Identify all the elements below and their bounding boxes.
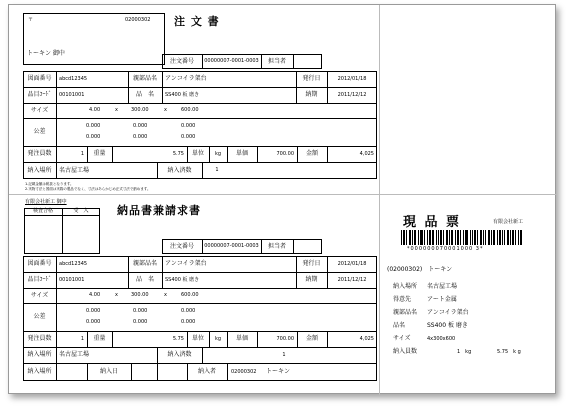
barcode-bar: [480, 230, 481, 245]
barcode-bar: [518, 230, 519, 245]
postal-mark: 〒: [28, 17, 34, 23]
weight-label: 重量: [93, 335, 106, 342]
due-date: 2011/12/12: [337, 276, 367, 283]
tolerance-value: 0.000: [133, 308, 148, 314]
item-code-label: 品目ｺｰﾄﾞ: [27, 91, 52, 98]
note-line: 2.実物寸法と図面は実際の製品でなく、寸法はあらかじめ正式寸法で納めます。: [25, 187, 151, 191]
barcode-bar: [443, 230, 444, 245]
deliverer-label: 納入者: [197, 368, 216, 375]
barcode-bar: [406, 230, 407, 245]
ticket-qty: 1 kg: [457, 349, 472, 355]
size-separator: x: [115, 292, 118, 298]
ticket-item-label: 品名: [393, 322, 406, 329]
barcode-bar: [463, 230, 464, 245]
tolerance-value: 0.000: [86, 319, 101, 325]
deliverer-code: 02000302: [231, 369, 257, 375]
barcode-bar: [515, 230, 516, 245]
barcode-bar: [489, 230, 490, 245]
barcode-bar: [409, 230, 410, 245]
barcode-bar: [466, 230, 467, 245]
amount: 4,025: [359, 150, 374, 157]
barcode-bar: [438, 230, 439, 245]
ticket-size: 4x300x600: [427, 336, 456, 342]
unit-price: 700.00: [276, 150, 294, 157]
barcode-bar: [414, 230, 415, 245]
barcode-text: *000000070001000 3*: [407, 246, 484, 252]
ticket-dest: アート金属: [427, 296, 457, 303]
ticket-item: SS400 板 磨き: [427, 322, 468, 329]
barcode-bar: [440, 230, 441, 245]
ticket-title: 現 品 票: [403, 215, 462, 230]
delivery-date-label: 納入日: [99, 368, 118, 375]
barcode-bar: [470, 230, 471, 245]
barcode-bar: [452, 230, 453, 245]
issue-date: 2012/01/18: [337, 75, 367, 82]
amount: 4,025: [359, 335, 374, 342]
unit-label: 単位: [191, 335, 204, 342]
barcode-bar: [460, 230, 461, 245]
barcode-bar: [507, 230, 508, 245]
ticket-company: 有限会社新工: [493, 219, 524, 225]
delivered-qty-label: 納入済数: [167, 166, 192, 174]
note-line: 1.記載金額は税抜となります。: [25, 182, 74, 186]
size-label: サイズ: [30, 106, 49, 114]
order-qty-label: 発注員数: [27, 335, 52, 342]
unit-price-label: 単価: [235, 150, 248, 157]
barcode-bar: [491, 230, 492, 245]
delivered-qty: 1: [282, 351, 286, 358]
unit-label: 単位: [191, 150, 204, 157]
tolerance-value: 0.000: [86, 134, 101, 140]
barcode-bar: [427, 230, 428, 245]
barcode-bar: [404, 230, 405, 245]
barcode-bar: [412, 230, 413, 245]
barcode-bar: [502, 230, 503, 245]
drawing-number: abcd12345: [59, 260, 88, 267]
ticket-size-label: サイズ: [393, 335, 411, 342]
due-date-label: 納期: [305, 276, 318, 283]
parent-part-name: アンコイラ架台: [165, 260, 207, 267]
invoice-company: 有限会社新工 御中: [25, 199, 67, 205]
barcode-bar: [432, 230, 433, 245]
barcode-bar: [458, 230, 459, 245]
barcode-bar: [483, 230, 484, 245]
tolerance-value: 0.000: [181, 319, 196, 325]
barcode-bar: [447, 230, 448, 245]
customer-name: トーキン 御中: [27, 50, 65, 57]
delivered-qty-label: 納入済数: [167, 351, 192, 358]
barcode-bar: [410, 230, 411, 245]
order-title: 注 文 書: [174, 15, 220, 28]
order-qty-label: 発注員数: [27, 150, 52, 157]
size-width: 4.00: [89, 292, 101, 298]
ticket-part-label: 親部品名: [393, 309, 418, 316]
due-date-label: 納期: [305, 91, 318, 98]
size-separator: x: [164, 107, 167, 113]
parent-part-label: 親部品名: [132, 75, 157, 82]
issue-date: 2012/01/18: [337, 260, 367, 267]
size-label: サイズ: [30, 291, 49, 299]
tolerance-value: 0.000: [133, 319, 148, 325]
barcode-bar: [421, 230, 422, 245]
barcode-bar: [429, 230, 430, 245]
order-number-label: 注文番号: [169, 242, 194, 250]
parent-part-name: アンコイラ架台: [165, 75, 207, 82]
delivery-place: 名古屋工場: [59, 351, 90, 358]
ticket-part: アンコイラ架台: [427, 309, 469, 316]
item-name-label: 品 名: [135, 91, 154, 98]
barcode-bar: [467, 230, 468, 245]
barcode-bar: [510, 230, 511, 245]
receipt-label: 受 入: [73, 208, 89, 214]
item-code-label: 品目ｺｰﾄﾞ: [27, 276, 52, 283]
tolerance-value: 0.000: [133, 134, 148, 140]
unit: kg: [214, 150, 222, 157]
barcode-bar: [481, 230, 482, 245]
barcode-bar: [500, 230, 501, 245]
person-label: 担当者: [267, 242, 286, 250]
issue-date-label: 発行日: [302, 260, 321, 267]
document-sheet: [8, 4, 556, 394]
parent-part-label: 親部品名: [132, 260, 157, 267]
amount-label: 金額: [305, 150, 318, 157]
delivery-place-label: 納入場所: [27, 368, 52, 375]
delivery-place-label: 納入場所: [27, 351, 52, 358]
barcode-bar: [457, 230, 458, 245]
delivery-place-label: 納入場所: [27, 166, 52, 174]
size-separator: x: [164, 292, 167, 298]
order-number: 00000007-0001-0003: [204, 58, 259, 64]
barcode-bar: [512, 230, 513, 245]
size-width: 4.00: [89, 107, 101, 113]
size-length: 300.00: [131, 107, 149, 113]
order-qty: 1: [80, 335, 84, 342]
barcode-bar: [424, 230, 425, 245]
barcode-bar: [451, 230, 452, 245]
barcode-bar: [474, 230, 475, 245]
barcode-bar: [485, 230, 486, 245]
item-code: 00101001: [59, 276, 85, 283]
tolerance-value: 0.000: [181, 308, 196, 314]
barcode-bar: [488, 230, 489, 245]
barcode-bar: [472, 230, 473, 245]
tolerance-label: 公差: [33, 128, 46, 135]
barcode-bar: [455, 230, 456, 245]
unit: kg: [214, 335, 222, 342]
barcode-bar: [504, 230, 505, 245]
barcode-bar: [415, 230, 416, 245]
barcode-bar: [477, 230, 478, 245]
barcode-bar: [433, 230, 434, 245]
barcode-bar: [436, 230, 437, 245]
size-length: 300.00: [131, 292, 149, 298]
inspection-label: 検査合格: [32, 208, 53, 214]
order-number-label: 注文番号: [169, 57, 194, 65]
amount-label: 金額: [305, 335, 318, 342]
weight: 5.75: [172, 335, 184, 342]
unit-price: 700.00: [276, 335, 294, 342]
barcode-bar: [497, 230, 498, 245]
barcode-bar: [499, 230, 500, 245]
item-name: SS400 板 磨き: [165, 276, 200, 283]
fold-line: [379, 5, 380, 395]
person-label: 担当者: [267, 57, 286, 65]
ticket-customer: (02000302) トーキン: [387, 266, 453, 273]
size-height: 600.00: [181, 107, 199, 113]
barcode-bar: [465, 230, 466, 245]
barcode-bar: [493, 230, 494, 245]
barcode-bar: [422, 230, 423, 245]
weight-label: 重量: [93, 150, 106, 157]
tolerance-value: 0.000: [181, 134, 196, 140]
item-code: 00101001: [59, 91, 85, 98]
item-name-label: 品 名: [135, 276, 154, 283]
delivery-place: 名古屋工場: [59, 166, 90, 174]
barcode-bar: [441, 230, 442, 245]
barcode-bar: [521, 230, 522, 245]
item-name: SS400 板 磨き: [165, 91, 200, 98]
barcode-bar: [449, 230, 450, 245]
tolerance-label: 公差: [33, 313, 46, 320]
invoice-title: 納品書兼請求書: [117, 204, 201, 217]
barcode-bar: [475, 230, 476, 245]
issue-date-label: 発行日: [302, 75, 321, 82]
barcode-bar: [420, 230, 421, 245]
delivered-qty: 1: [215, 167, 219, 173]
order-number: 00000007-0001-0003: [204, 243, 259, 249]
deliverer-name: トーキン: [266, 368, 290, 375]
barcode-bar: [508, 230, 509, 245]
ticket-place: 名古屋工場: [427, 283, 458, 290]
ticket-weight: 5.75 k g: [497, 349, 521, 355]
drawing-number-label: 図面番号: [27, 75, 52, 82]
barcode-bar: [418, 230, 419, 245]
size-separator: x: [115, 107, 118, 113]
tolerance-value: 0.000: [86, 308, 101, 314]
barcode-bar: [403, 230, 404, 245]
tolerance-value: 0.000: [133, 123, 148, 129]
unit-price-label: 単価: [235, 335, 248, 342]
ticket-qty-label: 納入員数: [393, 348, 418, 355]
fold-line: [9, 194, 557, 195]
ticket-dest-label: 得意先: [393, 296, 412, 303]
ticket-place-label: 納入場所: [393, 283, 418, 290]
tolerance-value: 0.000: [86, 123, 101, 129]
weight: 5.75: [172, 150, 184, 157]
barcode: [401, 230, 523, 245]
customer-code: 02000302: [125, 17, 151, 23]
size-height: 600.00: [181, 292, 199, 298]
drawing-number-label: 図面番号: [27, 260, 52, 267]
barcode-bar: [401, 230, 402, 245]
tolerance-value: 0.000: [181, 123, 196, 129]
barcode-bar: [446, 230, 447, 245]
barcode-bar: [430, 230, 431, 245]
barcode-bar: [513, 230, 514, 245]
drawing-number: abcd12345: [59, 75, 88, 82]
order-qty: 1: [80, 150, 84, 157]
barcode-bar: [494, 230, 495, 245]
due-date: 2011/12/12: [337, 91, 367, 98]
barcode-bar: [520, 230, 521, 245]
